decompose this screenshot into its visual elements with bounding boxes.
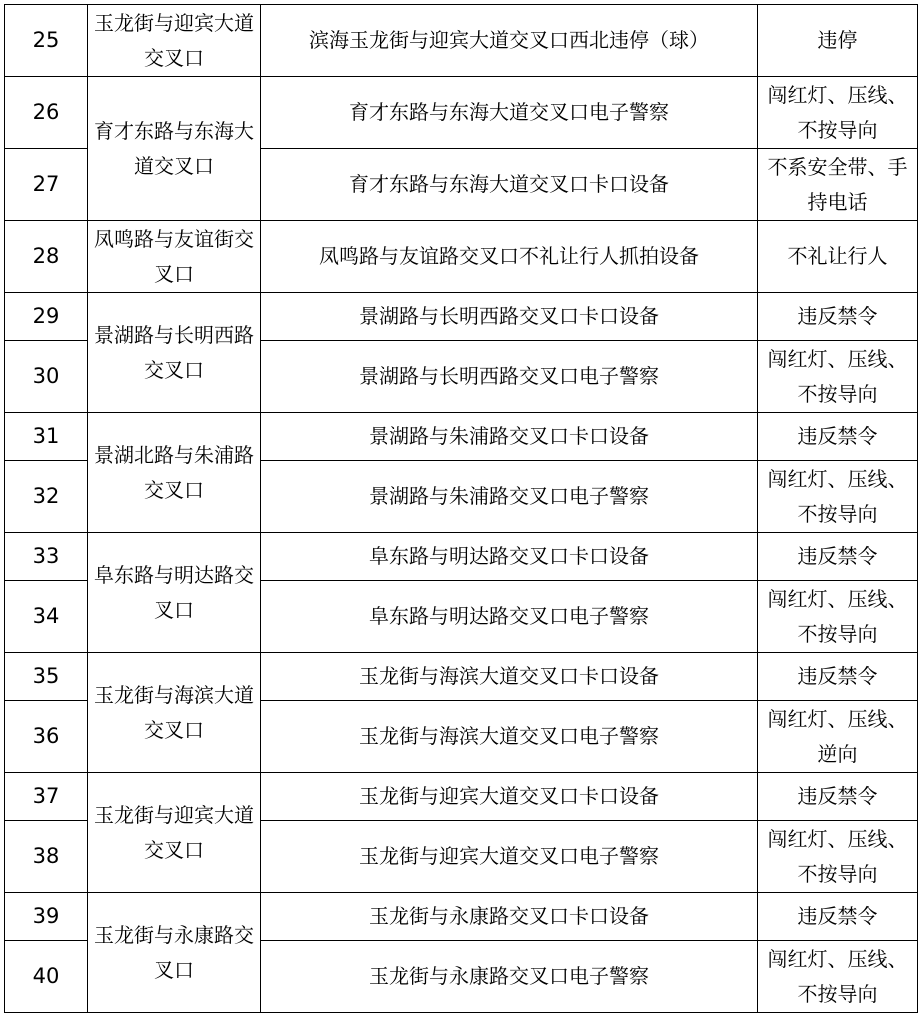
violation-cell: 闯红灯、压线、不按导向 <box>758 821 918 893</box>
device-cell: 玉龙街与海滨大道交叉口卡口设备 <box>261 653 758 701</box>
violation-cell: 闯红灯、压线、不按导向 <box>758 941 918 1013</box>
row-number: 27 <box>5 149 88 221</box>
device-cell: 景湖路与朱浦路交叉口电子警察 <box>261 461 758 533</box>
row-number: 40 <box>5 941 88 1013</box>
row-number: 31 <box>5 413 88 461</box>
row-number: 38 <box>5 821 88 893</box>
violation-cell: 违反禁令 <box>758 293 918 341</box>
violation-cell: 违反禁令 <box>758 773 918 821</box>
row-number: 35 <box>5 653 88 701</box>
row-number: 34 <box>5 581 88 653</box>
table-row <box>5 533 918 581</box>
location-cell: 育才东路与东海大道交叉口 <box>88 77 261 221</box>
table-row <box>5 293 918 341</box>
location-cell: 阜东路与明达路交叉口 <box>88 533 261 653</box>
device-cell: 玉龙街与永康路交叉口电子警察 <box>261 941 758 1013</box>
row-number: 37 <box>5 773 88 821</box>
violation-cell: 闯红灯、压线、不按导向 <box>758 77 918 149</box>
location-cell: 玉龙街与迎宾大道交叉口 <box>88 5 261 77</box>
intersection-device-table <box>4 4 918 1013</box>
device-cell: 玉龙街与迎宾大道交叉口卡口设备 <box>261 773 758 821</box>
device-cell: 阜东路与明达路交叉口电子警察 <box>261 581 758 653</box>
device-cell: 景湖路与朱浦路交叉口卡口设备 <box>261 413 758 461</box>
device-cell: 阜东路与明达路交叉口卡口设备 <box>261 533 758 581</box>
violation-cell: 闯红灯、压线、不按导向 <box>758 461 918 533</box>
device-cell: 玉龙街与迎宾大道交叉口电子警察 <box>261 821 758 893</box>
violation-cell: 违停 <box>758 5 918 77</box>
location-cell: 景湖路与长明西路交叉口 <box>88 293 261 413</box>
row-number: 36 <box>5 701 88 773</box>
table-row <box>5 653 918 701</box>
device-cell: 玉龙街与海滨大道交叉口电子警察 <box>261 701 758 773</box>
row-number: 39 <box>5 893 88 941</box>
device-cell: 玉龙街与永康路交叉口卡口设备 <box>261 893 758 941</box>
violation-cell: 闯红灯、压线、逆向 <box>758 701 918 773</box>
device-cell: 育才东路与东海大道交叉口卡口设备 <box>261 149 758 221</box>
location-cell: 玉龙街与永康路交叉口 <box>88 893 261 1013</box>
row-number: 29 <box>5 293 88 341</box>
violation-cell: 违反禁令 <box>758 893 918 941</box>
violation-cell: 违反禁令 <box>758 533 918 581</box>
location-cell: 凤鸣路与友谊街交叉口 <box>88 221 261 293</box>
device-cell: 凤鸣路与友谊路交叉口不礼让行人抓拍设备 <box>261 221 758 293</box>
violation-cell: 不礼让行人 <box>758 221 918 293</box>
table-row <box>5 773 918 821</box>
violation-cell: 违反禁令 <box>758 653 918 701</box>
violation-cell: 违反禁令 <box>758 413 918 461</box>
location-cell: 玉龙街与迎宾大道交叉口 <box>88 773 261 893</box>
device-cell: 景湖路与长明西路交叉口电子警察 <box>261 341 758 413</box>
row-number: 25 <box>5 5 88 77</box>
row-number: 28 <box>5 221 88 293</box>
row-number: 30 <box>5 341 88 413</box>
violation-cell: 闯红灯、压线、不按导向 <box>758 581 918 653</box>
table-row <box>5 5 918 77</box>
device-cell: 育才东路与东海大道交叉口电子警察 <box>261 77 758 149</box>
table-row <box>5 221 918 293</box>
row-number: 32 <box>5 461 88 533</box>
device-cell: 景湖路与长明西路交叉口卡口设备 <box>261 293 758 341</box>
table-row <box>5 413 918 461</box>
violation-cell: 不系安全带、手持电话 <box>758 149 918 221</box>
row-number: 33 <box>5 533 88 581</box>
device-cell: 滨海玉龙街与迎宾大道交叉口西北违停（球） <box>261 5 758 77</box>
location-cell: 景湖北路与朱浦路交叉口 <box>88 413 261 533</box>
location-cell: 玉龙街与海滨大道交叉口 <box>88 653 261 773</box>
row-number: 26 <box>5 77 88 149</box>
table-row <box>5 893 918 941</box>
table-row <box>5 77 918 149</box>
violation-cell: 闯红灯、压线、不按导向 <box>758 341 918 413</box>
